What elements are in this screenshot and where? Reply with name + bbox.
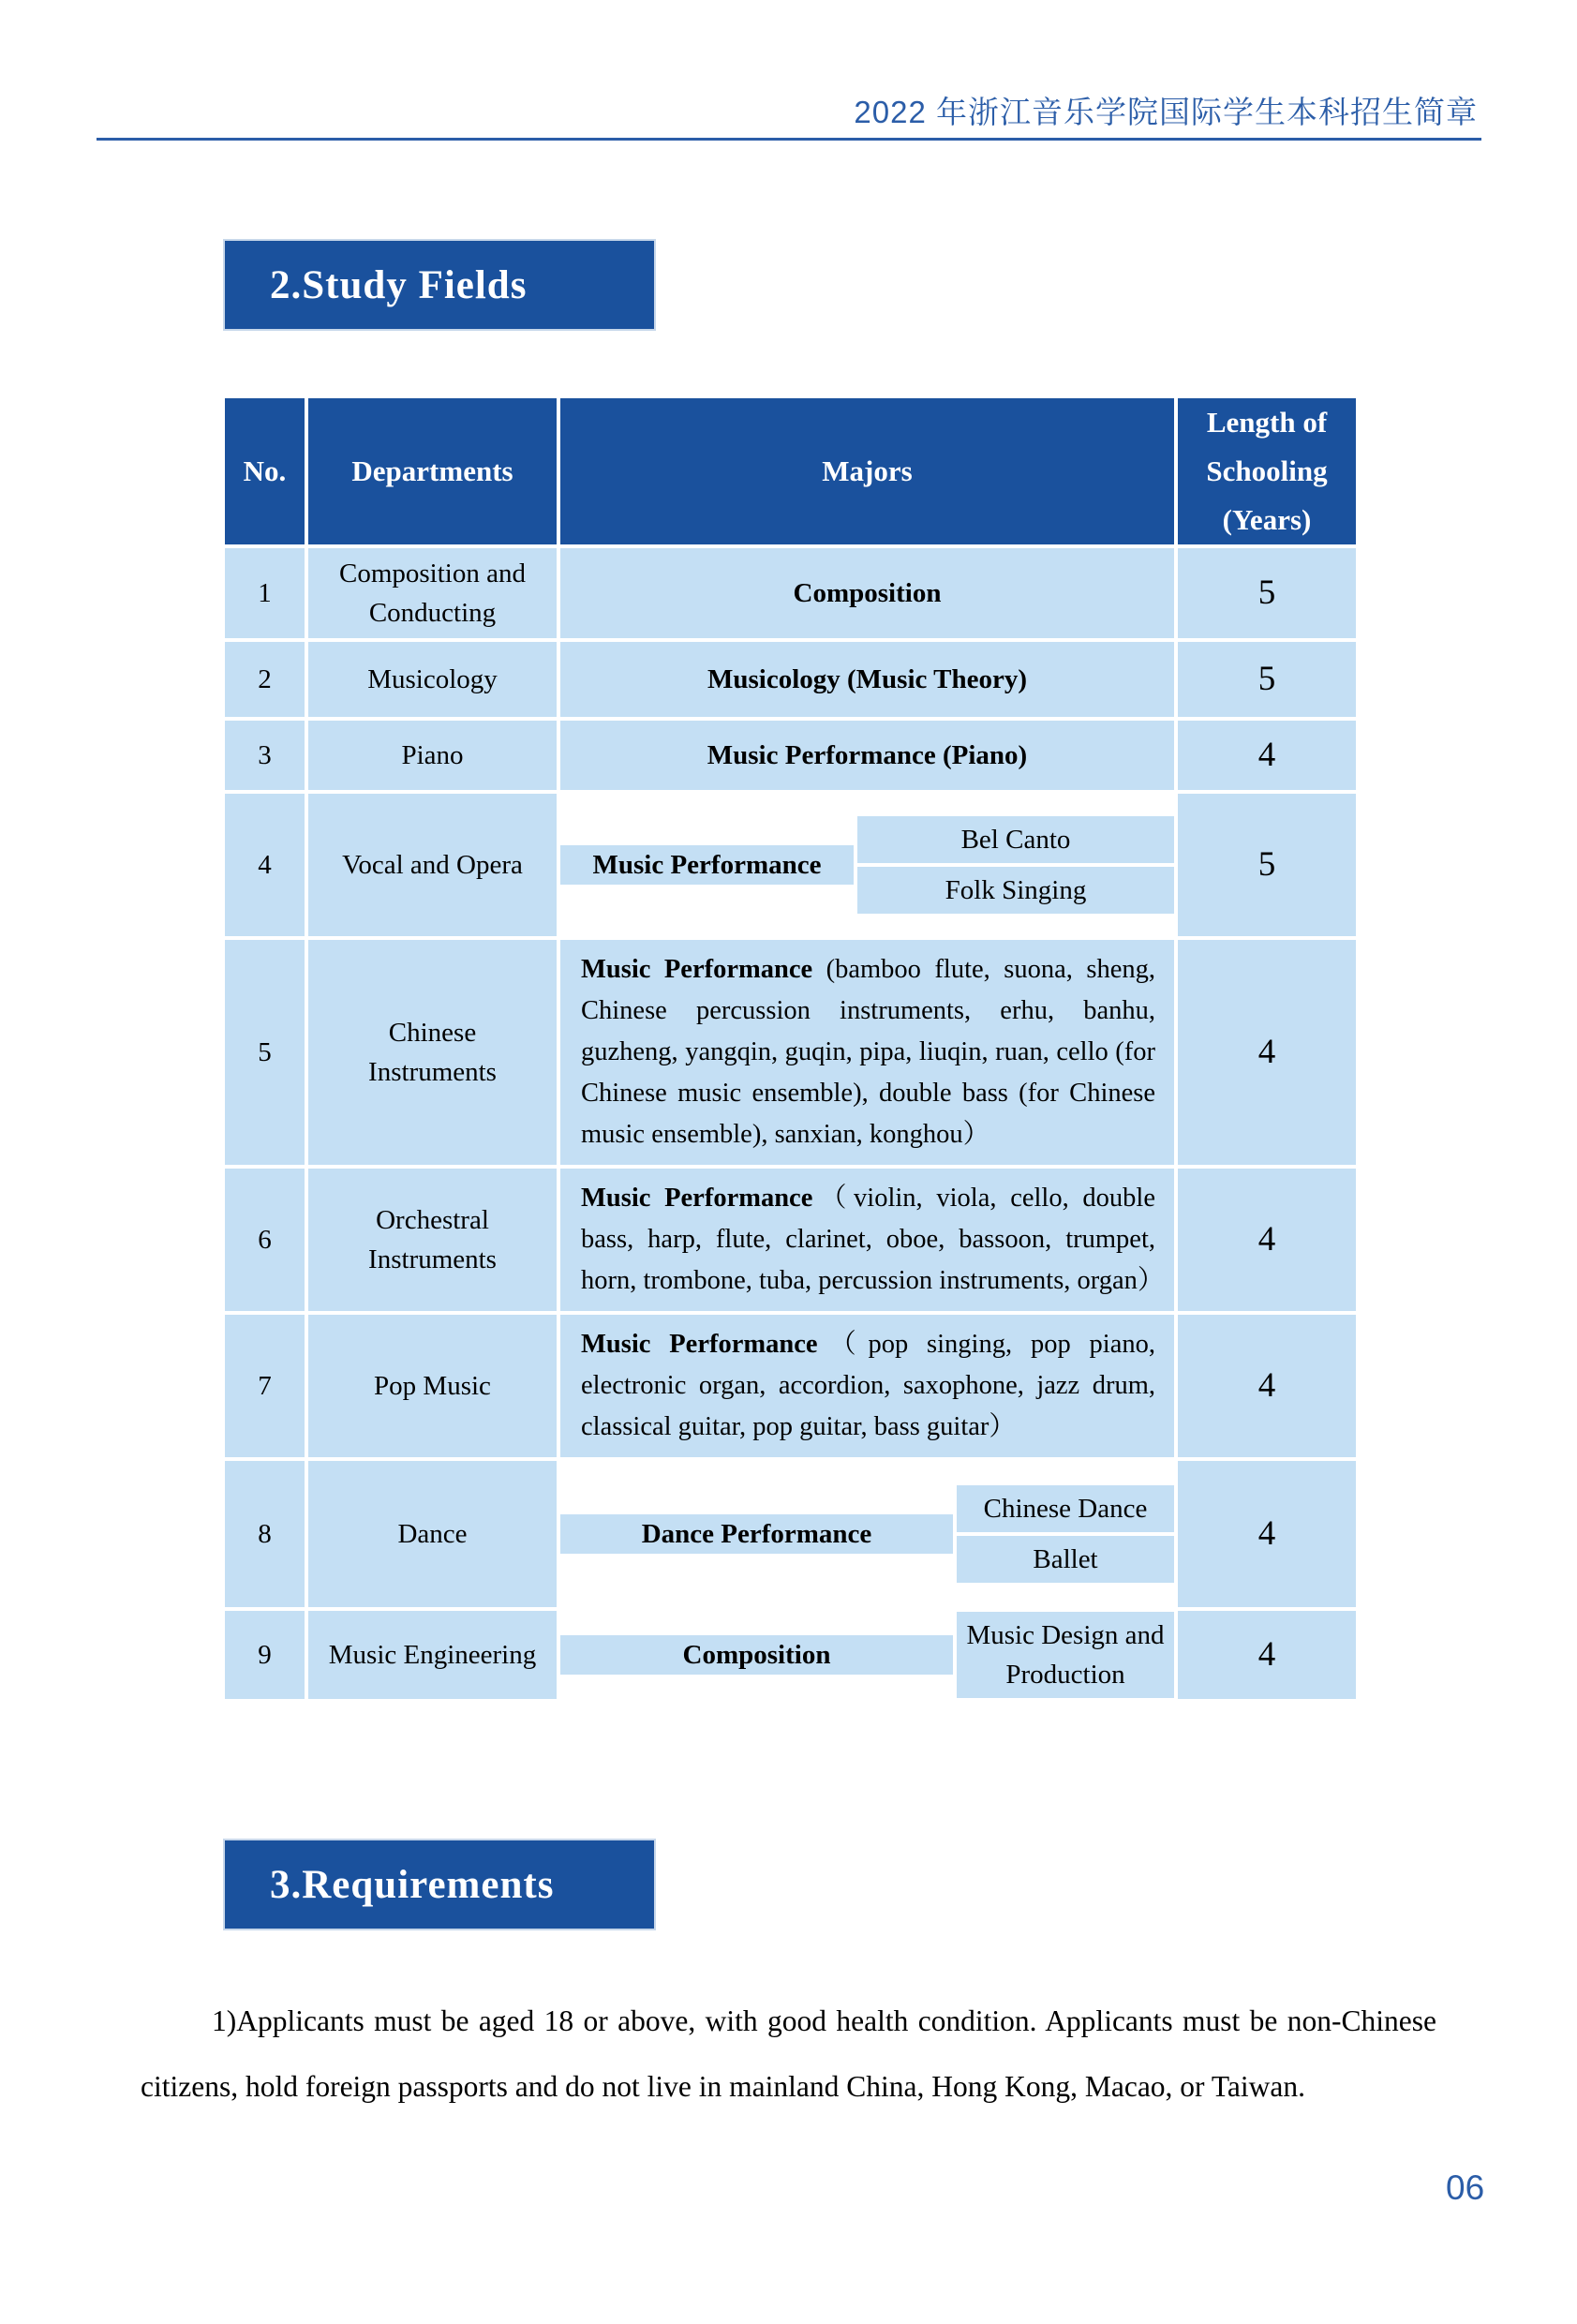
section-heading-requirements-text: 3.Requirements <box>270 1862 555 1907</box>
cell-department: Chinese Instruments <box>308 940 557 1165</box>
cell-length: 5 <box>1178 794 1356 936</box>
cell-major-option: Ballet <box>957 1536 1174 1583</box>
section-heading-study-fields-text: 2.Study Fields <box>270 262 528 307</box>
cell-no: 5 <box>225 940 305 1165</box>
cell-length: 4 <box>1178 721 1356 790</box>
column-header-majors: Majors <box>560 398 1174 544</box>
cell-major-options <box>857 816 1174 914</box>
cell-no: 1 <box>225 548 305 638</box>
table-row <box>225 642 1356 717</box>
table-row <box>225 1461 1356 1607</box>
cell-major-lead: Music Performance <box>581 955 813 985</box>
cell-major-option: Music Design and Production <box>957 1612 1174 1698</box>
table-row <box>225 794 1356 936</box>
cell-length: 5 <box>1178 548 1356 638</box>
table-row <box>225 1611 1356 1699</box>
cell-major-lead: Music Performance <box>581 1184 813 1214</box>
cell-length: 4 <box>1178 1315 1356 1457</box>
cell-department: Composition and Conducting <box>308 548 557 638</box>
cell-major <box>560 1315 1174 1457</box>
page-number: 06 <box>1446 2168 1485 2207</box>
cell-major-detail: (bamboo flute, suona, sheng, Chinese percussion instruments, erhu, banhu, guzheng, yangqin, guqin, pipa, liuqin, ruan, cello (for Chinese music ensemble), double bass (for Chinese music ensemble), sanxian, konghou） <box>581 955 1155 1150</box>
cell-no: 9 <box>225 1611 305 1699</box>
cell-major <box>560 940 1174 1165</box>
cell-department: Piano <box>308 721 557 790</box>
cell-department: Music Engineering <box>308 1611 557 1699</box>
cell-department: Dance <box>308 1461 557 1607</box>
cell-major: Composition <box>560 548 1174 638</box>
document-header-title: 2022 年浙江音乐学院国际学生本科招生简章 <box>854 95 1478 129</box>
cell-department: Vocal and Opera <box>308 794 557 936</box>
cell-major-detail: （pop singing, pop piano, electronic organ, accordion, saxophone, jazz drum, classical guitar, pop guitar, bass guitar） <box>581 1330 1155 1442</box>
cell-major-options <box>957 1485 1174 1583</box>
cell-length: 4 <box>1178 1461 1356 1607</box>
study-fields-table <box>225 398 1356 1699</box>
cell-major-split <box>560 794 1174 936</box>
cell-major-split <box>560 1611 1174 1699</box>
cell-department: Pop Music <box>308 1315 557 1457</box>
cell-major: Music Performance (Piano) <box>560 721 1174 790</box>
cell-major-group: Composition <box>560 1635 953 1675</box>
cell-major-option: Folk Singing <box>857 867 1174 914</box>
cell-length: 5 <box>1178 642 1356 717</box>
cell-no: 3 <box>225 721 305 790</box>
cell-major-detail: （violin, viola, cello, double bass, harp, flute, clarinet, oboe, bassoon, trumpet, horn, trombone, tuba, percussion instruments, organ） <box>581 1184 1165 1296</box>
cell-no: 4 <box>225 794 305 936</box>
cell-length: 4 <box>1178 1611 1356 1699</box>
table-row <box>225 721 1356 790</box>
cell-major-lead: Music Performance <box>581 1330 818 1360</box>
table-row <box>225 1315 1356 1457</box>
cell-no: 7 <box>225 1315 305 1457</box>
section-heading-study-fields <box>223 239 656 331</box>
header-divider <box>97 138 1481 141</box>
cell-major-split <box>560 1461 1174 1607</box>
table-row <box>225 1169 1356 1311</box>
cell-department: Musicology <box>308 642 557 717</box>
cell-department: Orchestral Instruments <box>308 1169 557 1311</box>
cell-length: 4 <box>1178 940 1356 1165</box>
cell-no: 8 <box>225 1461 305 1607</box>
cell-length: 4 <box>1178 1169 1356 1311</box>
cell-major-group: Dance Performance <box>560 1514 953 1554</box>
column-header-no: No. <box>225 398 305 544</box>
requirements-paragraph: 1)Applicants must be aged 18 or above, with good health condition. Applicants must be non-Chinese citizens, hold foreign passports and do not live in mainland China, Hong Kong, Macao, or Taiwan. <box>141 2004 1436 2103</box>
cell-no: 6 <box>225 1169 305 1311</box>
table-row <box>225 548 1356 638</box>
cell-major-option: Chinese Dance <box>957 1485 1174 1532</box>
section-heading-requirements <box>223 1839 656 1930</box>
table-header-row <box>225 398 1356 544</box>
cell-major-group: Music Performance <box>560 845 854 885</box>
column-header-departments: Departments <box>308 398 557 544</box>
cell-major: Musicology (Music Theory) <box>560 642 1174 717</box>
cell-major-options <box>957 1612 1174 1698</box>
table-row <box>225 940 1356 1165</box>
cell-major-option: Bel Canto <box>857 816 1174 863</box>
cell-no: 2 <box>225 642 305 717</box>
column-header-length: Length of Schooling (Years) <box>1178 398 1356 544</box>
cell-major <box>560 1169 1174 1311</box>
